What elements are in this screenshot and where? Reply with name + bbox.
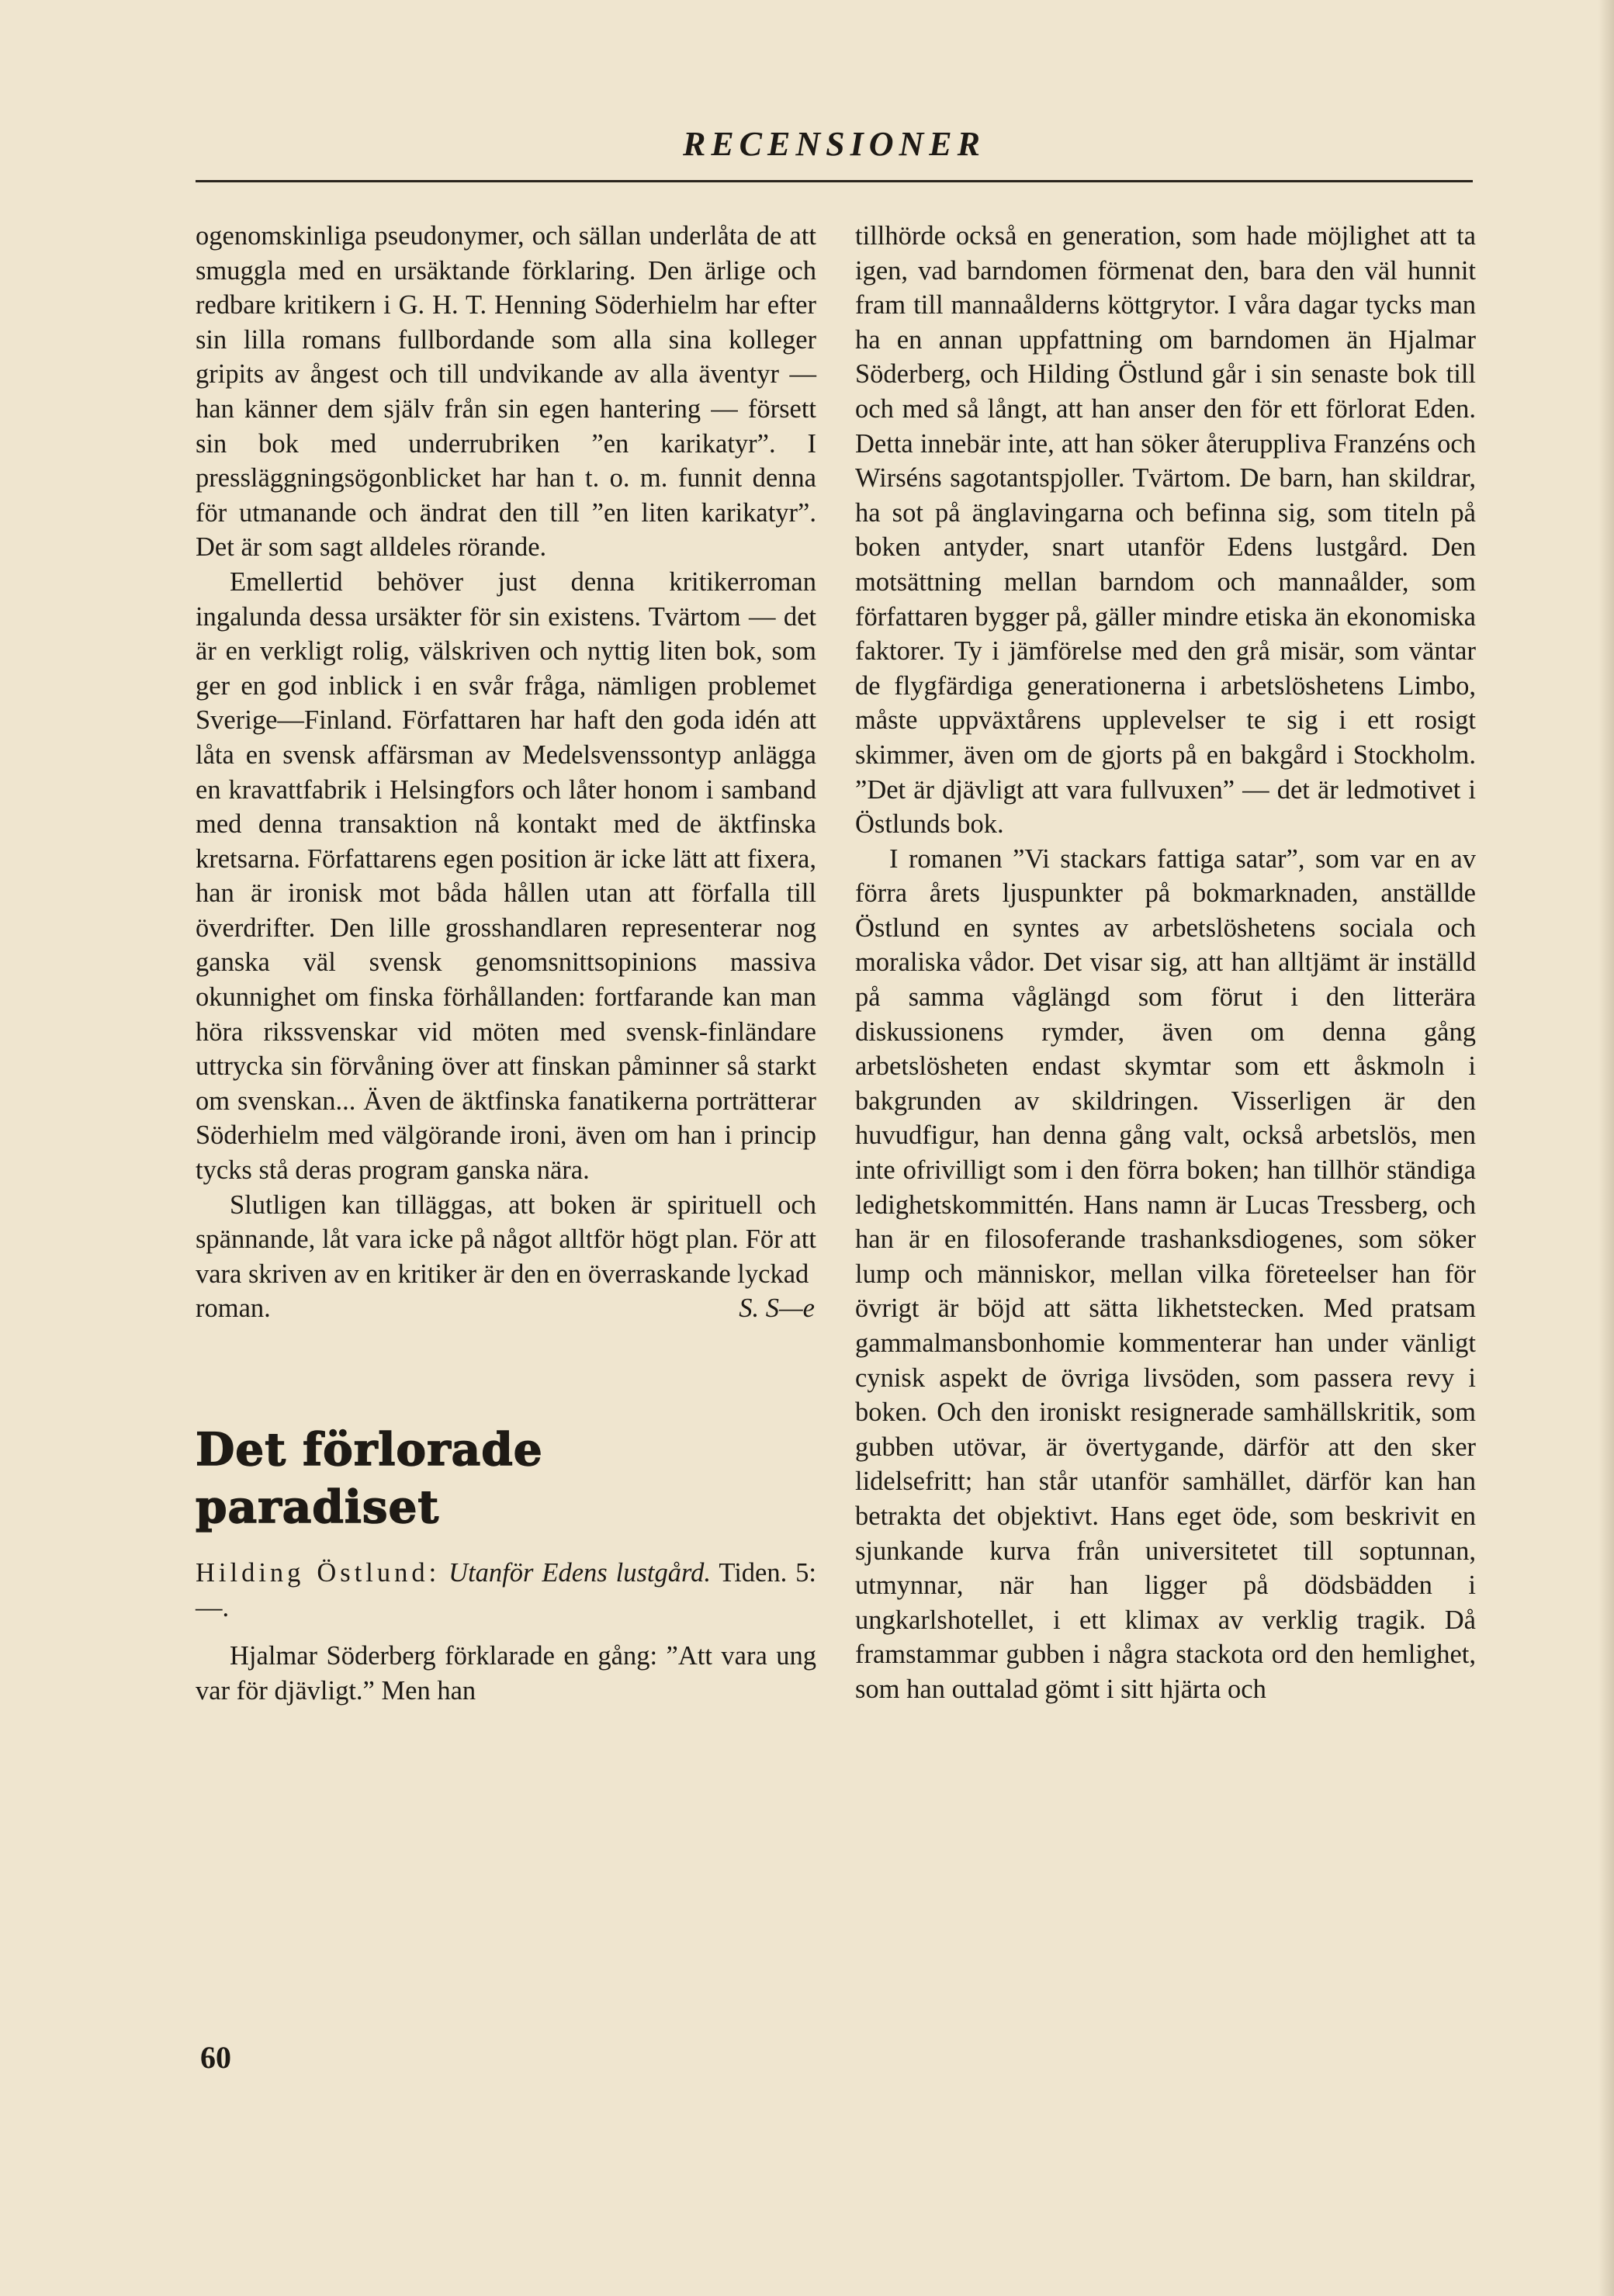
review2-publisher-price: Tiden. 5: —. xyxy=(196,1558,816,1622)
review1-last-word: roman. xyxy=(196,1293,271,1324)
review2-opening-paragraph: Hjalmar Söderberg förklarade en gång: ”Att vara ung var för djävligt.” Men han xyxy=(196,1641,816,1706)
page-number: 60 xyxy=(200,2040,231,2075)
review2-paragraph-2: I romanen ”Vi stackars fattiga satar”, som var en av förra årets ljuspunkter på bokmarknaden, anställde Östlund en syntes av arbetslöshetens sociala och moraliska vådor. Det visar sig, att han alltjämt är inställd på samma våglängd som förut i den litterära diskussionens rymder, även om denna gång arbetslösheten endast skymtar som ett åskmoln i bakgrunden av skildringen. Visserligen är den huvudfigur, han denna gång valt, också arbetslös, men inte ofrivilligt som i den förra boken; han tillhör ständiga ledighetskommittén. Hans namn är Lucas Tressberg, och han är en filosoferande trashanksdiogenes, som söker lump och människor, mellan vilka företeelser han för övrigt är böjd att sätta likhetstecken. Med pratsam gammalmansbonhomie kommenterar han under vänligt cynisk aspekt de övriga livsöden, som passera revy i boken. Och den ironiskt resignerade samhällskritik, som gubben utövar, är övertygande, därför att den sker lidelsefritt; han står utanför samhället, därför kan han betrakta det objektivt. Hans eget öde, som beskrivit en sjunkande kurva från universitetet till soptunnan, utmynnar, när han ligger på dödsbädden i ungkarlshotellet, i ett klimax av verklig tragik. Då framstammar gubben i några stackota ord den hemlighet, som han outtalad gömt i sitt hjärta och xyxy=(855,843,1476,1704)
review2-byline xyxy=(196,1556,816,1625)
review2-author: Hilding Östlund: xyxy=(196,1558,441,1588)
running-head: RECENSIONER xyxy=(682,125,985,163)
review1-paragraph-1: ogenomskinliga pseudonymer, och sällan underlåta de att smuggla med en ursäktande förklaring. Den ärlige och redbare kritikern i G. H. T. Henning Söderhielm har efter sin lilla romans fullbordande som alla sina kolleger gripits av ångest och till undvikande av alla äventyr — han känner dem själv från sin egen hantering — försett sin bok med underrubriken ”en karikatyr”. I pressläggningsögonblicket har han t. o. m. funnit denna för utmanande och ändrat den till ”en liten karikatyr”. Det är som sagt alldeles rörande. xyxy=(196,221,816,563)
header-rule xyxy=(196,180,1473,182)
right-column xyxy=(855,219,1476,1707)
review1-closing-line xyxy=(196,1291,816,1326)
review1-paragraph-2: Emellertid behöver just denna kritikerroman ingalunda dessa ursäkter för sin existens. Tvärtom — det är en verkligt rolig, välskriven och nyttig liten bok, som ger en god inblick i en svår fråga, nämligen problemet Sverige—Finland. Författaren har haft den goda idén att låta en svensk affärsman av Medelsvenssontyp anlägga en kravattfabrik i Helsingfors och låter honom i samband med denna transaktion nå kontakt med de äktfinska kretsarna. Författarens egen position är icke lätt att fixera, han är ironisk mot båda hållen utan att förfalla till överdrifter. Den lille grosshandlaren representerar nog ganska väl svensk genomsnittsopinions massiva okunnighet om finska förhållanden: fortfarande kan man höra rikssvenskar vid möten med svensk-finländare uttrycka sin förvåning över att finskan påminner så starkt om svenskan... Även de äktfinska fanatikerna porträtterar Söderhielm med välgörande ironi, även om han i princip tycks stå deras program ganska nära. xyxy=(196,566,816,1186)
review1-signature: S. S—e xyxy=(739,1293,815,1324)
review2-heading xyxy=(196,1421,816,1536)
page-edge-shadow xyxy=(1598,0,1614,2296)
review2-book-title: Utanför Edens lustgård. xyxy=(449,1558,711,1588)
review2-heading-line-2: paradiset xyxy=(196,1480,440,1533)
review1-paragraph-3: Slutligen kan tilläggas, att boken är spirituell och spännande, låt vara icke på något alltför högt plan. För att vara skriven av en kritiker är den en överraskande lyckad xyxy=(196,1190,816,1289)
left-column xyxy=(196,219,816,1708)
review2-heading-line-1: Det förlorade xyxy=(196,1423,543,1476)
review2-paragraph-1: tillhörde också en generation, som hade möjlighet att ta igen, vad barndomen förmenat den, bara den väl hunnit fram till mannaålderns köttgrytor. I våra dagar tycks man ha en annan uppfattning om barndomen än Hjalmar Söderberg, och Hilding Östlund går i sin senaste bok till och med så långt, att han anser den för ett förlorat Eden. Detta innebär inte, att han söker återuppliva Franzéns och Wirséns sagotantspjoller. Tvärtom. De barn, han skildrar, ha sot på änglavingarna och befinna sig, som titeln på boken antyder, snart utanför Edens lustgård. Den motsättning mellan barndom och mannaålder, som författaren bygger på, gäller mindre etiska än ekonomiska faktorer. Ty i jämförelse med den grå misär, som väntar de flygfärdiga generationerna i arbetslöshetens Limbo, måste uppväxtårens upplevelser te sig i ett rosigt skimmer, även om de gjorts på en bakgård i Stockholm. ”Det är djävligt att vara fullvuxen” — det är ledmotivet i Östlunds bok. xyxy=(855,221,1476,840)
